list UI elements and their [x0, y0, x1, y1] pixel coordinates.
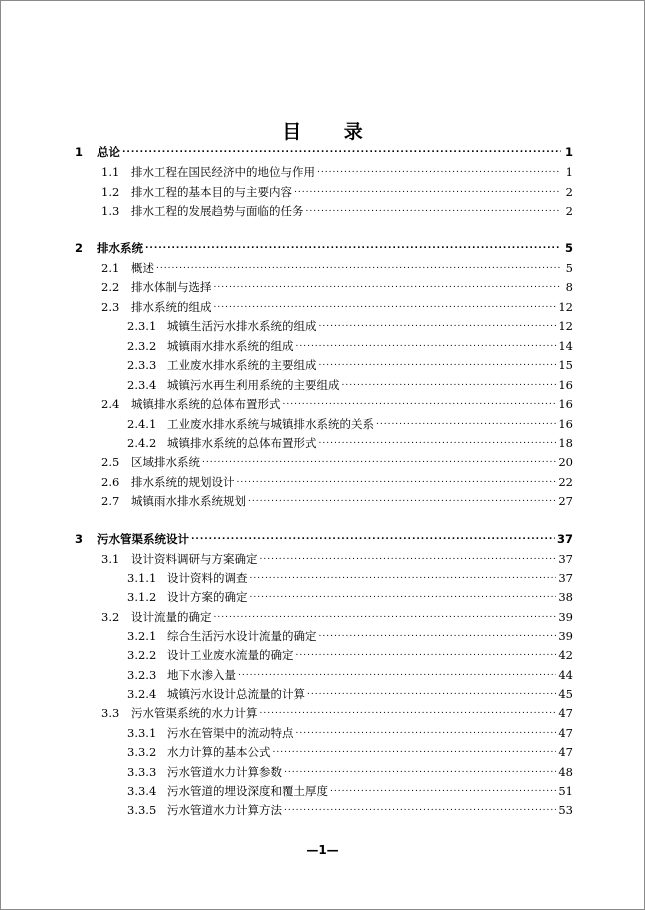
- toc-entry-title: 排水工程的基本目的与主要内容: [131, 185, 292, 199]
- toc-leader-dots: [156, 260, 561, 272]
- toc-leader-dots: [319, 628, 557, 640]
- toc-entry-number: 2.4.2: [127, 436, 157, 450]
- toc-entry-title: 排水工程的发展趋势与面临的任务: [131, 204, 304, 218]
- toc-chapter-entry[interactable]: [75, 239, 573, 257]
- toc-leader-dots: [284, 802, 556, 814]
- toc-subsection-entry[interactable]: [127, 646, 573, 664]
- toc-entry-title: 排水体制与选择: [131, 280, 212, 294]
- toc-leader-dots: [317, 164, 561, 176]
- toc-section-entry[interactable]: [101, 704, 573, 722]
- toc-leader-dots: [250, 589, 557, 601]
- toc-leader-dots: [319, 318, 557, 330]
- toc-subsection-entry[interactable]: [127, 627, 573, 645]
- toc-entry-title: 设计工业废水流量的确定: [167, 648, 294, 662]
- toc-entry-title: 污水管道水力计算方法: [167, 803, 282, 817]
- toc-entry-page-number: 5: [564, 241, 573, 255]
- toc-subsection-entry[interactable]: [127, 763, 573, 781]
- toc-entry-page-number: 12: [558, 319, 573, 333]
- toc-entry-number: 3: [75, 532, 84, 546]
- toc-subsection-entry[interactable]: [127, 569, 573, 587]
- toc-subsection-entry[interactable]: [127, 801, 573, 819]
- toc-entry-number: 3.2: [101, 610, 120, 624]
- toc-leader-dots: [214, 609, 557, 621]
- toc-entry-page-number: 47: [558, 745, 573, 759]
- toc-leader-dots: [296, 647, 557, 659]
- toc-entry-page-number: 16: [558, 397, 573, 411]
- toc-entry-page-number: 37: [558, 571, 573, 585]
- toc-entry-number: 2.1: [101, 261, 120, 275]
- toc-entry-title: 总论: [97, 145, 120, 159]
- toc-entry-page-number: 16: [558, 378, 573, 392]
- toc-entry-number: 2.3: [101, 300, 120, 314]
- toc-entry-title: 水力计算的基本公式: [167, 745, 271, 759]
- toc-entry-title: 城镇污水设计总流量的计算: [167, 687, 305, 701]
- toc-section-entry[interactable]: [101, 608, 573, 626]
- toc-entry-title: 设计资料调研与方案确定: [131, 552, 258, 566]
- toc-entry-number: 3.3.4: [127, 784, 157, 798]
- toc-section-entry[interactable]: [101, 183, 573, 201]
- toc-entry-page-number: 47: [558, 726, 573, 740]
- toc-leader-dots: [237, 474, 557, 486]
- toc-entry-page-number: 39: [558, 629, 573, 643]
- toc-leader-dots: [296, 725, 557, 737]
- toc-entry-number: 3.2.3: [127, 668, 157, 682]
- toc-subsection-entry[interactable]: [127, 782, 573, 800]
- toc-entry-title: 区域排水系统: [131, 455, 200, 469]
- toc-entry-number: 3.1.1: [127, 571, 157, 585]
- toc-entry-title: 综合生活污水设计流量的确定: [167, 629, 317, 643]
- toc-section-entry[interactable]: [101, 473, 573, 491]
- toc-entry-title: 城镇生活污水排水系统的组成: [167, 319, 317, 333]
- toc-leader-dots: [191, 531, 555, 543]
- toc-entry-page-number: 37: [556, 532, 573, 546]
- toc-chapter-entry[interactable]: [75, 143, 573, 161]
- toc-entry-page-number: 2: [565, 185, 573, 199]
- toc-leader-dots: [376, 416, 556, 428]
- toc-leader-dots: [319, 435, 557, 447]
- toc-subsection-entry[interactable]: [127, 356, 573, 374]
- toc-leader-dots: [273, 744, 557, 756]
- toc-entry-number: 2.3.1: [127, 319, 157, 333]
- toc-entry-title: 城镇排水系统的总体布置形式: [131, 397, 281, 411]
- toc-section-entry[interactable]: [101, 202, 573, 220]
- toc-entry-page-number: 20: [558, 455, 573, 469]
- toc-entry-page-number: 15: [558, 358, 573, 372]
- toc-entry-page-number: 53: [558, 803, 573, 817]
- toc-entry-number: 3.3.2: [127, 745, 157, 759]
- toc-entry-title: 概述: [131, 261, 154, 275]
- toc-leader-dots: [319, 357, 557, 369]
- toc-entry-number: 3.2.2: [127, 648, 157, 662]
- page-number-footer: —1—: [306, 843, 339, 857]
- toc-entry-title: 城镇雨水排水系统的组成: [167, 339, 294, 353]
- toc-entry-page-number: 1: [565, 165, 573, 179]
- toc-entry-page-number: 2: [565, 204, 573, 218]
- toc-entry-number: 1.2: [101, 185, 120, 199]
- toc-entry-title: 地下水渗入量: [167, 668, 236, 682]
- toc-subsection-entry[interactable]: [127, 376, 573, 394]
- toc-entry-title: 设计方案的确定: [167, 590, 248, 604]
- toc-entry-page-number: 39: [558, 610, 573, 624]
- toc-entry-page-number: 5: [565, 261, 573, 275]
- toc-section-entry[interactable]: [101, 395, 573, 413]
- toc-entry-title: 排水系统的规划设计: [131, 475, 235, 489]
- toc-entry-title: 排水系统: [97, 241, 143, 255]
- toc-section-entry[interactable]: [101, 550, 573, 568]
- toc-entry-title: 设计资料的调查: [167, 571, 248, 585]
- toc-entry-page-number: 38: [558, 590, 573, 604]
- toc-leader-dots: [296, 338, 557, 350]
- toc-leader-dots: [202, 454, 556, 466]
- toc-leader-dots: [260, 551, 557, 563]
- toc-section-entry[interactable]: [101, 492, 573, 510]
- toc-entry-number: 2.3.3: [127, 358, 157, 372]
- toc-leader-dots: [306, 203, 562, 215]
- toc-entry-title: 污水在管渠中的流动特点: [167, 726, 294, 740]
- toc-leader-dots: [238, 667, 556, 679]
- toc-entry-page-number: 12: [558, 300, 573, 314]
- toc-leader-dots: [330, 783, 556, 795]
- toc-entry-page-number: 51: [558, 784, 573, 798]
- toc-subsection-entry[interactable]: [127, 337, 573, 355]
- toc-leader-dots: [145, 240, 561, 252]
- toc-entry-number: 1.3: [101, 204, 120, 218]
- toc-entry-title: 排水系统的组成: [131, 300, 212, 314]
- toc-subsection-entry[interactable]: [127, 434, 573, 452]
- toc-subsection-entry[interactable]: [127, 317, 573, 335]
- toc-leader-dots: [214, 279, 562, 291]
- toc-leader-dots: [214, 299, 557, 311]
- toc-leader-dots: [342, 377, 557, 389]
- toc-entry-number: 3.3.5: [127, 803, 157, 817]
- toc-entry-number: 3.1.2: [127, 590, 157, 604]
- toc-leader-dots: [248, 493, 556, 505]
- toc-entry-title: 设计流量的确定: [131, 610, 212, 624]
- toc-entry-number: 2.5: [101, 455, 120, 469]
- toc-entry-number: 2.4.1: [127, 417, 157, 431]
- toc-subsection-entry[interactable]: [127, 415, 573, 433]
- toc-entry-page-number: 16: [558, 417, 573, 431]
- toc-chapter-entry[interactable]: [75, 530, 573, 548]
- toc-entry-title: 污水管道的埋设深度和覆土厚度: [167, 784, 328, 798]
- toc-entry-page-number: 8: [565, 280, 573, 294]
- toc-leader-dots: [294, 184, 561, 196]
- toc-entry-title: 污水管渠系统设计: [97, 532, 189, 546]
- toc-subsection-entry[interactable]: [127, 666, 573, 684]
- toc-entry-number: 3.2.1: [127, 629, 157, 643]
- toc-entry-number: 2.3.4: [127, 378, 157, 392]
- toc-subsection-entry[interactable]: [127, 685, 573, 703]
- toc-entry-number: 2.3.2: [127, 339, 157, 353]
- toc-leader-dots: [284, 764, 556, 776]
- toc-entry-page-number: 48: [558, 765, 573, 779]
- toc-entry-number: 3.3.3: [127, 765, 157, 779]
- toc-subsection-entry[interactable]: [127, 743, 573, 761]
- toc-entry-number: 3.2.4: [127, 687, 157, 701]
- toc-leader-dots: [260, 705, 557, 717]
- toc-entry-number: 2.4: [101, 397, 120, 411]
- toc-entry-title: 城镇雨水排水系统规划: [131, 494, 246, 508]
- toc-entry-title: 工业废水排水系统与城镇排水系统的关系: [167, 417, 374, 431]
- toc-entry-number: 1: [75, 145, 84, 159]
- toc-section-entry[interactable]: [101, 163, 573, 181]
- toc-entry-page-number: 37: [558, 552, 573, 566]
- toc-entry-title: 排水工程在国民经济中的地位与作用: [131, 165, 315, 179]
- toc-entry-number: 2.2: [101, 280, 120, 294]
- toc-leader-dots: [122, 144, 561, 156]
- toc-subsection-entry[interactable]: [127, 724, 573, 742]
- toc-entry-page-number: 45: [558, 687, 573, 701]
- toc-section-entry[interactable]: [101, 278, 573, 296]
- toc-section-entry[interactable]: [101, 259, 573, 277]
- toc-leader-dots: [283, 396, 557, 408]
- toc-entry-page-number: 47: [558, 706, 573, 720]
- toc-entry-number: 3.3: [101, 706, 120, 720]
- toc-entry-title: 城镇污水再生利用系统的主要组成: [167, 378, 340, 392]
- toc-section-entry[interactable]: [101, 453, 573, 471]
- toc-leader-dots: [250, 570, 557, 582]
- toc-subsection-entry[interactable]: [127, 588, 573, 606]
- toc-entry-number: 3.1: [101, 552, 120, 566]
- toc-entry-page-number: 27: [558, 494, 573, 508]
- toc-entry-number: 2: [75, 241, 84, 255]
- toc-leader-dots: [307, 686, 556, 698]
- page-title: 目 录: [282, 121, 381, 143]
- toc-entry-page-number: 18: [558, 436, 573, 450]
- toc-entry-number: 3.3.1: [127, 726, 157, 740]
- toc-entry-number: 1.1: [101, 165, 120, 179]
- toc-entry-title: 城镇排水系统的总体布置形式: [167, 436, 317, 450]
- toc-entry-page-number: 1: [564, 145, 573, 159]
- toc-entry-title: 污水管渠系统的水力计算: [131, 706, 258, 720]
- toc-entry-number: 2.7: [101, 494, 120, 508]
- toc-entry-page-number: 44: [558, 668, 573, 682]
- toc-entry-title: 污水管道水力计算参数: [167, 765, 282, 779]
- toc-entry-number: 2.6: [101, 475, 120, 489]
- toc-entry-page-number: 14: [558, 339, 573, 353]
- toc-entry-title: 工业废水排水系统的主要组成: [167, 358, 317, 372]
- toc-entry-page-number: 22: [558, 475, 573, 489]
- toc-section-entry[interactable]: [101, 298, 573, 316]
- toc-entry-page-number: 42: [558, 648, 573, 662]
